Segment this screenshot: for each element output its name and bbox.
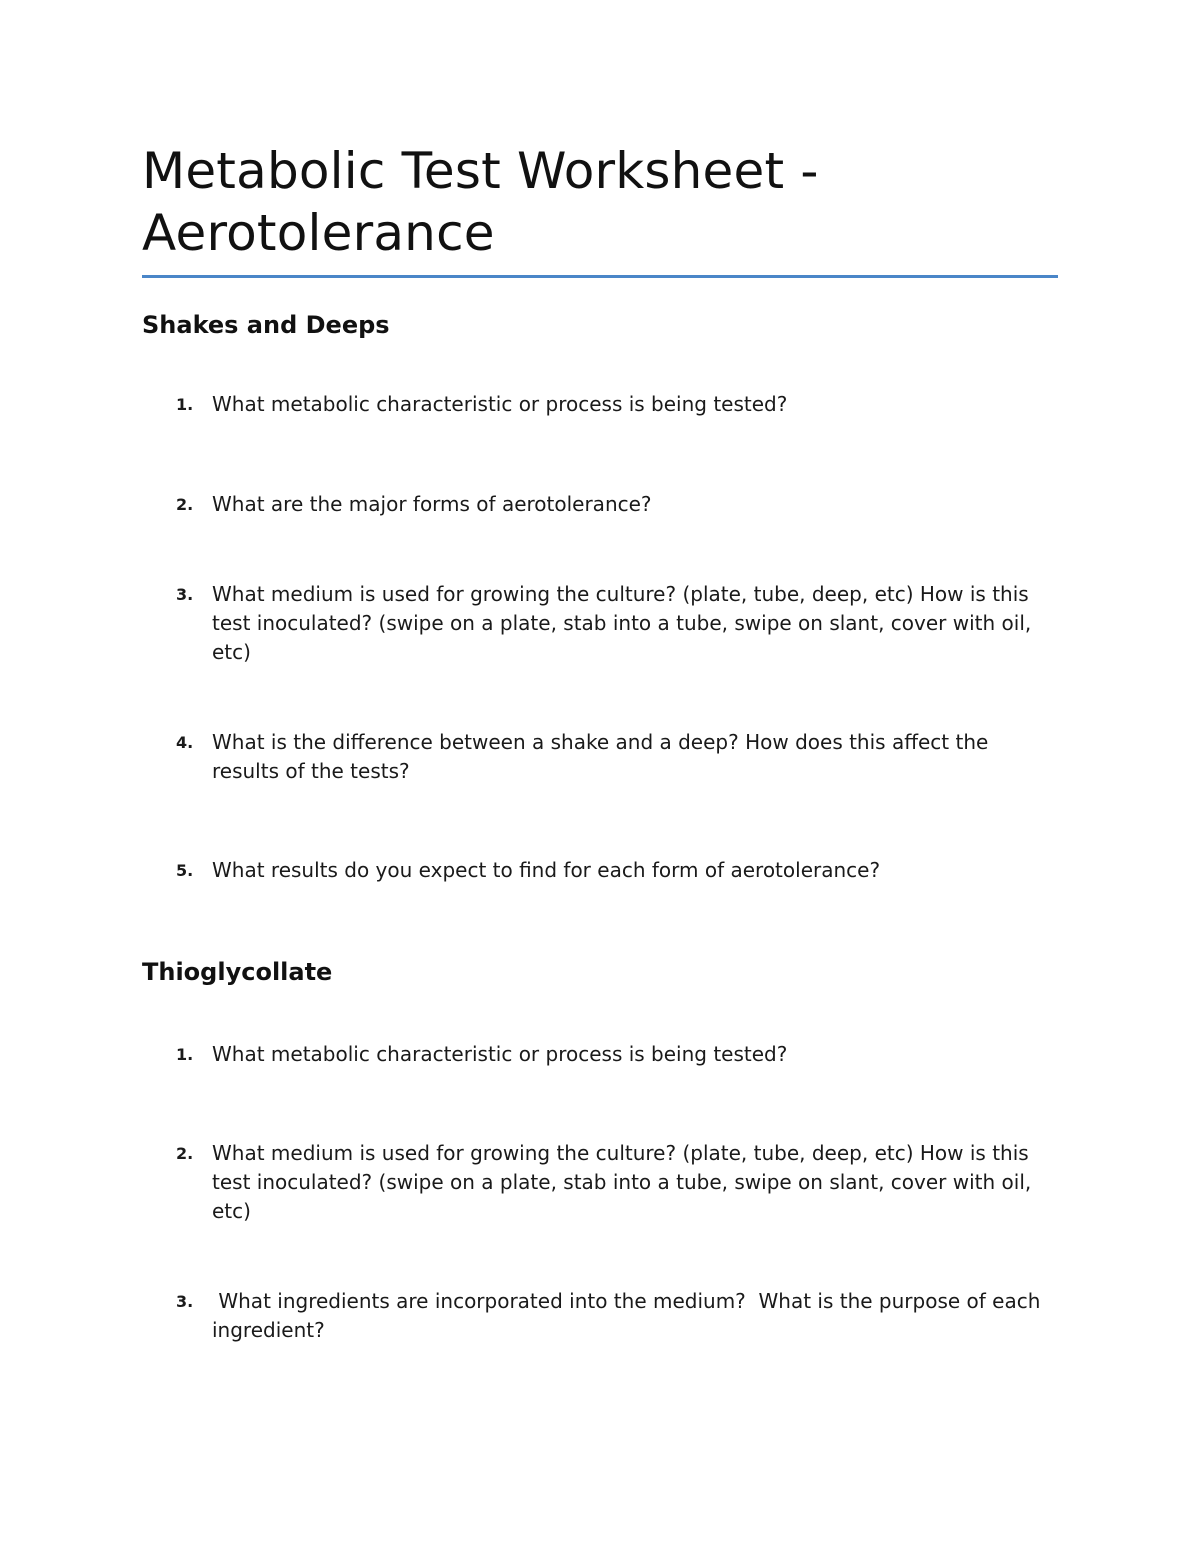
question-number: 1. — [176, 395, 194, 414]
list-item — [142, 1139, 1058, 1226]
section-heading-shakes-and-deeps: Shakes and Deeps — [142, 311, 390, 339]
title-underline-divider — [142, 275, 1058, 278]
question-text: What metabolic characteristic or process is being tested? — [212, 392, 788, 416]
question-number: 1. — [176, 1045, 194, 1064]
document-page — [142, 0, 1058, 1345]
question-text: What results do you expect to find for each form of aerotolerance? — [212, 858, 881, 882]
list-item — [142, 728, 1058, 786]
question-number: 2. — [176, 1144, 194, 1163]
question-text: What metabolic characteristic or process is being tested? — [212, 1042, 788, 1066]
question-text: What are the major forms of aerotolerance? — [212, 492, 652, 516]
question-text: What medium is used for growing the culture? (plate, tube, deep, etc) How is this test inoculated? (swipe on a plate, stab into a tube, swipe on slant, cover with oil, etc) — [212, 1141, 1032, 1223]
list-item — [142, 490, 1058, 519]
list-item — [142, 1287, 1058, 1345]
question-number: 2. — [176, 495, 194, 514]
list-item — [142, 1040, 1058, 1069]
list-item — [142, 390, 1058, 419]
question-list-thioglycollate — [142, 1040, 1058, 1345]
page-title: Metabolic Test Worksheet - Aerotolerance — [142, 142, 819, 262]
question-number: 5. — [176, 861, 194, 880]
list-item — [142, 856, 1058, 885]
question-list-shakes-and-deeps — [142, 390, 1058, 885]
section-heading-thioglycollate: Thioglycollate — [142, 958, 333, 986]
question-text: What is the difference between a shake and a deep? How does this affect the results of the tests? — [212, 730, 989, 783]
question-text: What ingredients are incorporated into the medium? What is the purpose of each ingredient? — [212, 1289, 1047, 1342]
question-number: 4. — [176, 733, 194, 752]
question-text: What medium is used for growing the culture? (plate, tube, deep, etc) How is this test inoculated? (swipe on a plate, stab into a tube, swipe on slant, cover with oil, etc) — [212, 582, 1032, 664]
question-number: 3. — [176, 585, 194, 604]
question-number: 3. — [176, 1292, 194, 1311]
list-item — [142, 580, 1058, 667]
